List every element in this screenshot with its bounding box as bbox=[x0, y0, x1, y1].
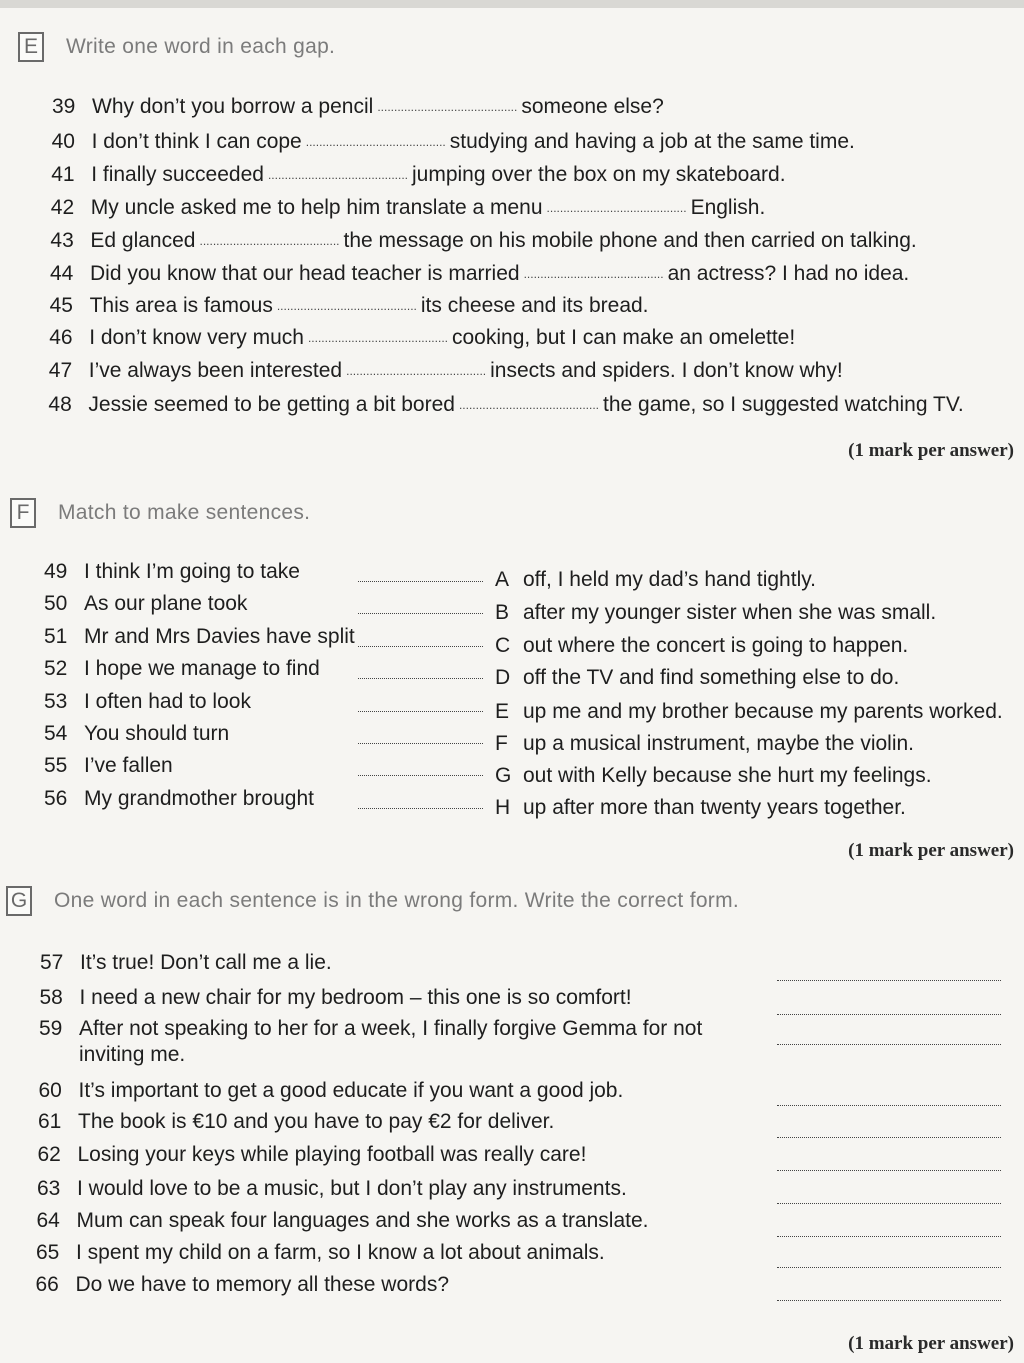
form-question bbox=[36, 1238, 605, 1268]
answer-gap[interactable]: .......................................... bbox=[307, 331, 448, 345]
question-number: 65 bbox=[36, 1241, 60, 1264]
question-text-after: English. bbox=[690, 196, 766, 219]
gap-question bbox=[51, 193, 765, 223]
ending-text: out with Kelly because she hurt my feelings. bbox=[523, 764, 932, 787]
question-number: 57 bbox=[40, 951, 64, 974]
form-question bbox=[38, 1107, 554, 1137]
question-number: 62 bbox=[37, 1143, 61, 1166]
question-text-before: I’ve always been interested bbox=[88, 359, 343, 382]
section-g-mark: (1 mark per answer) bbox=[848, 1333, 1014, 1354]
question-text-after: the game, so I suggested watching TV. bbox=[603, 393, 964, 416]
section-f-letter: F bbox=[10, 498, 36, 528]
question-text-before: Ed glanced bbox=[90, 229, 196, 252]
question-text: Do we have to memory all these words? bbox=[75, 1273, 449, 1296]
question-text-after: someone else? bbox=[521, 95, 664, 118]
match-stem bbox=[44, 557, 300, 587]
question-number: 47 bbox=[48, 359, 73, 382]
question-number: 45 bbox=[49, 294, 73, 317]
match-answer-gap[interactable] bbox=[358, 613, 483, 614]
form-question bbox=[36, 1270, 450, 1300]
question-number: 55 bbox=[44, 754, 68, 777]
answer-gap[interactable]: .......................................... bbox=[276, 299, 417, 313]
match-answer-gap[interactable] bbox=[358, 581, 483, 582]
section-g-instruction: One word in each sentence is in the wrong form. Write the correct form. bbox=[54, 889, 740, 912]
gap-question bbox=[50, 291, 649, 321]
gap-question bbox=[52, 127, 855, 157]
gap-question bbox=[50, 259, 909, 289]
match-answer-gap[interactable] bbox=[358, 711, 483, 712]
answer-gap[interactable]: .......................................... bbox=[377, 100, 518, 114]
answer-line[interactable] bbox=[777, 1044, 1001, 1045]
stem-text: I think I’m going to take bbox=[84, 560, 300, 583]
section-g-letter: G bbox=[6, 886, 32, 916]
match-ending bbox=[495, 565, 816, 595]
question-text-after: jumping over the box on my skateboard. bbox=[412, 163, 786, 186]
question-number: 59 bbox=[39, 1017, 63, 1040]
question-number: 41 bbox=[51, 163, 75, 186]
question-text-before: Jessie seemed to be getting a bit bored bbox=[88, 393, 455, 416]
gap-question bbox=[49, 356, 843, 386]
match-stem bbox=[44, 751, 173, 781]
page-top-edge bbox=[0, 0, 1024, 8]
question-number: 54 bbox=[44, 722, 68, 745]
question-number: 61 bbox=[38, 1110, 62, 1133]
ending-text: up a musical instrument, maybe the violin. bbox=[523, 732, 915, 755]
answer-line[interactable] bbox=[777, 1105, 1001, 1106]
match-answer-gap[interactable] bbox=[358, 775, 483, 776]
section-e-letter: E bbox=[18, 32, 44, 62]
answer-line[interactable] bbox=[777, 1267, 1001, 1268]
answer-gap[interactable]: .......................................... bbox=[546, 201, 687, 215]
stem-text: I hope we manage to find bbox=[84, 657, 320, 680]
question-text: It’s important to get a good educate if you want a good job. bbox=[78, 1079, 624, 1102]
match-stem bbox=[44, 622, 355, 652]
match-answer-gap[interactable] bbox=[358, 646, 483, 647]
question-number: 39 bbox=[52, 95, 76, 118]
section-g-header bbox=[6, 886, 739, 916]
form-question bbox=[37, 1174, 627, 1204]
match-answer-gap[interactable] bbox=[358, 678, 483, 679]
question-text-before: I finally succeeded bbox=[91, 163, 264, 186]
match-stem bbox=[44, 687, 251, 717]
question-text: It’s true! Don’t call me a lie. bbox=[80, 951, 332, 974]
answer-gap[interactable]: .......................................... bbox=[267, 168, 408, 182]
question-number: 43 bbox=[50, 229, 74, 252]
form-question bbox=[39, 1076, 624, 1106]
question-text: After not speaking to her for a week, I finally forgive Gemma for not bbox=[79, 1017, 703, 1040]
gap-question bbox=[51, 160, 785, 190]
question-text-before: Why don’t you borrow a pencil bbox=[92, 95, 374, 118]
gap-question bbox=[48, 390, 963, 420]
gap-question bbox=[49, 323, 795, 353]
question-number: 60 bbox=[38, 1079, 62, 1102]
answer-gap[interactable]: .......................................... bbox=[346, 364, 487, 378]
answer-line[interactable] bbox=[777, 1300, 1001, 1301]
answer-gap[interactable]: .......................................... bbox=[199, 234, 340, 248]
question-number: 42 bbox=[50, 196, 75, 219]
ending-letter: C bbox=[495, 634, 511, 657]
stem-text: I’ve fallen bbox=[84, 754, 173, 777]
ending-text: up after more than twenty years together. bbox=[523, 796, 906, 819]
question-text: I need a new chair for my bedroom – this one is so comfort! bbox=[79, 986, 632, 1009]
ending-letter: G bbox=[495, 764, 512, 787]
question-number: 49 bbox=[44, 560, 68, 583]
match-stem bbox=[44, 654, 320, 684]
question-number: 63 bbox=[37, 1177, 61, 1200]
section-f-instruction: Match to make sentences. bbox=[58, 501, 311, 524]
question-text-after: studying and having a job at the same time. bbox=[449, 130, 855, 153]
answer-gap[interactable]: .......................................... bbox=[523, 267, 664, 281]
question-number: 40 bbox=[51, 130, 75, 153]
question-number: 44 bbox=[50, 262, 74, 285]
form-question bbox=[40, 948, 332, 978]
ending-text: off, I held my dad’s hand tightly. bbox=[523, 568, 817, 591]
question-text-before: This area is famous bbox=[89, 294, 273, 317]
question-text-before: Did you know that our head teacher is married bbox=[90, 262, 520, 285]
question-text-after: cooking, but I can make an omelette! bbox=[451, 326, 796, 349]
match-ending bbox=[495, 729, 914, 759]
question-number: 64 bbox=[36, 1209, 60, 1232]
question-number: 58 bbox=[39, 986, 63, 1009]
answer-line[interactable] bbox=[777, 1137, 1001, 1138]
form-question bbox=[37, 1206, 649, 1236]
ending-text: out where the concert is going to happen. bbox=[523, 634, 909, 657]
gap-question bbox=[52, 92, 664, 122]
question-text-after: insects and spiders. I don’t know why! bbox=[490, 359, 843, 382]
match-answer-gap[interactable] bbox=[358, 808, 483, 809]
answer-gap[interactable]: .......................................... bbox=[305, 135, 446, 149]
ending-letter: H bbox=[495, 796, 511, 819]
stem-text: My grandmother brought bbox=[84, 787, 314, 810]
question-text-after: an actress? I had no idea. bbox=[667, 262, 910, 285]
question-number: 52 bbox=[44, 657, 68, 680]
match-ending bbox=[495, 761, 932, 791]
match-ending bbox=[495, 631, 908, 661]
question-text: Losing your keys while playing football was really care! bbox=[77, 1143, 587, 1166]
question-text-before: I don’t know very much bbox=[89, 326, 304, 349]
answer-line[interactable] bbox=[777, 980, 1001, 981]
question-text: Mum can speak four languages and she works as a translate. bbox=[76, 1209, 649, 1232]
ending-text: up me and my brother because my parents worked. bbox=[523, 700, 1003, 723]
question-number: 56 bbox=[44, 787, 68, 810]
match-ending bbox=[495, 598, 936, 628]
question-text-before: I don’t think I can cope bbox=[91, 130, 302, 153]
ending-letter: D bbox=[495, 666, 511, 689]
question-text: I would love to be a music, but I don’t play any instruments. bbox=[77, 1177, 627, 1200]
question-number: 48 bbox=[48, 393, 72, 416]
question-number: 53 bbox=[44, 690, 68, 713]
ending-text: after my younger sister when she was small. bbox=[523, 601, 937, 624]
match-stem bbox=[44, 719, 229, 749]
answer-line[interactable] bbox=[777, 1236, 1001, 1237]
answer-line[interactable] bbox=[777, 1170, 1001, 1171]
match-ending bbox=[495, 793, 906, 823]
ending-text: off the TV and find something else to do. bbox=[523, 666, 900, 689]
answer-line[interactable] bbox=[777, 1014, 1001, 1015]
match-ending bbox=[495, 663, 899, 693]
ending-letter: F bbox=[495, 732, 508, 755]
question-text: I spent my child on a farm, so I know a lot about animals. bbox=[76, 1241, 605, 1264]
match-stem bbox=[44, 589, 247, 619]
match-ending bbox=[495, 697, 1003, 727]
section-e-mark: (1 mark per answer) bbox=[848, 440, 1014, 461]
question-text-continued: inviting me. bbox=[79, 1043, 186, 1066]
question-number: 46 bbox=[49, 326, 73, 349]
question-number: 51 bbox=[44, 625, 68, 648]
ending-letter: E bbox=[495, 700, 510, 723]
gap-question bbox=[50, 226, 916, 256]
ending-letter: A bbox=[495, 568, 510, 591]
question-text: The book is €10 and you have to pay €2 for deliver. bbox=[78, 1110, 555, 1133]
section-e-instruction: Write one word in each gap. bbox=[66, 35, 336, 58]
form-question bbox=[40, 983, 632, 1013]
answer-gap[interactable]: .......................................... bbox=[458, 398, 599, 412]
answer-line[interactable] bbox=[777, 1203, 1001, 1204]
question-text-after: the message on his mobile phone and then carried on talking. bbox=[343, 229, 917, 252]
form-question bbox=[38, 1140, 587, 1170]
question-text-after: its cheese and its bread. bbox=[420, 294, 649, 317]
question-number: 66 bbox=[35, 1273, 59, 1296]
question-number: 50 bbox=[44, 592, 68, 615]
section-f-mark: (1 mark per answer) bbox=[848, 840, 1014, 861]
stem-text: Mr and Mrs Davies have split bbox=[84, 625, 355, 648]
match-stem bbox=[44, 784, 314, 814]
match-answer-gap[interactable] bbox=[358, 743, 483, 744]
stem-text: You should turn bbox=[84, 722, 230, 745]
section-f-header bbox=[10, 498, 310, 528]
stem-text: As our plane took bbox=[84, 592, 248, 615]
ending-letter: B bbox=[495, 601, 510, 624]
stem-text: I often had to look bbox=[84, 690, 251, 713]
question-text-before: My uncle asked me to help him translate a menu bbox=[90, 196, 543, 219]
section-e-header bbox=[18, 32, 335, 62]
